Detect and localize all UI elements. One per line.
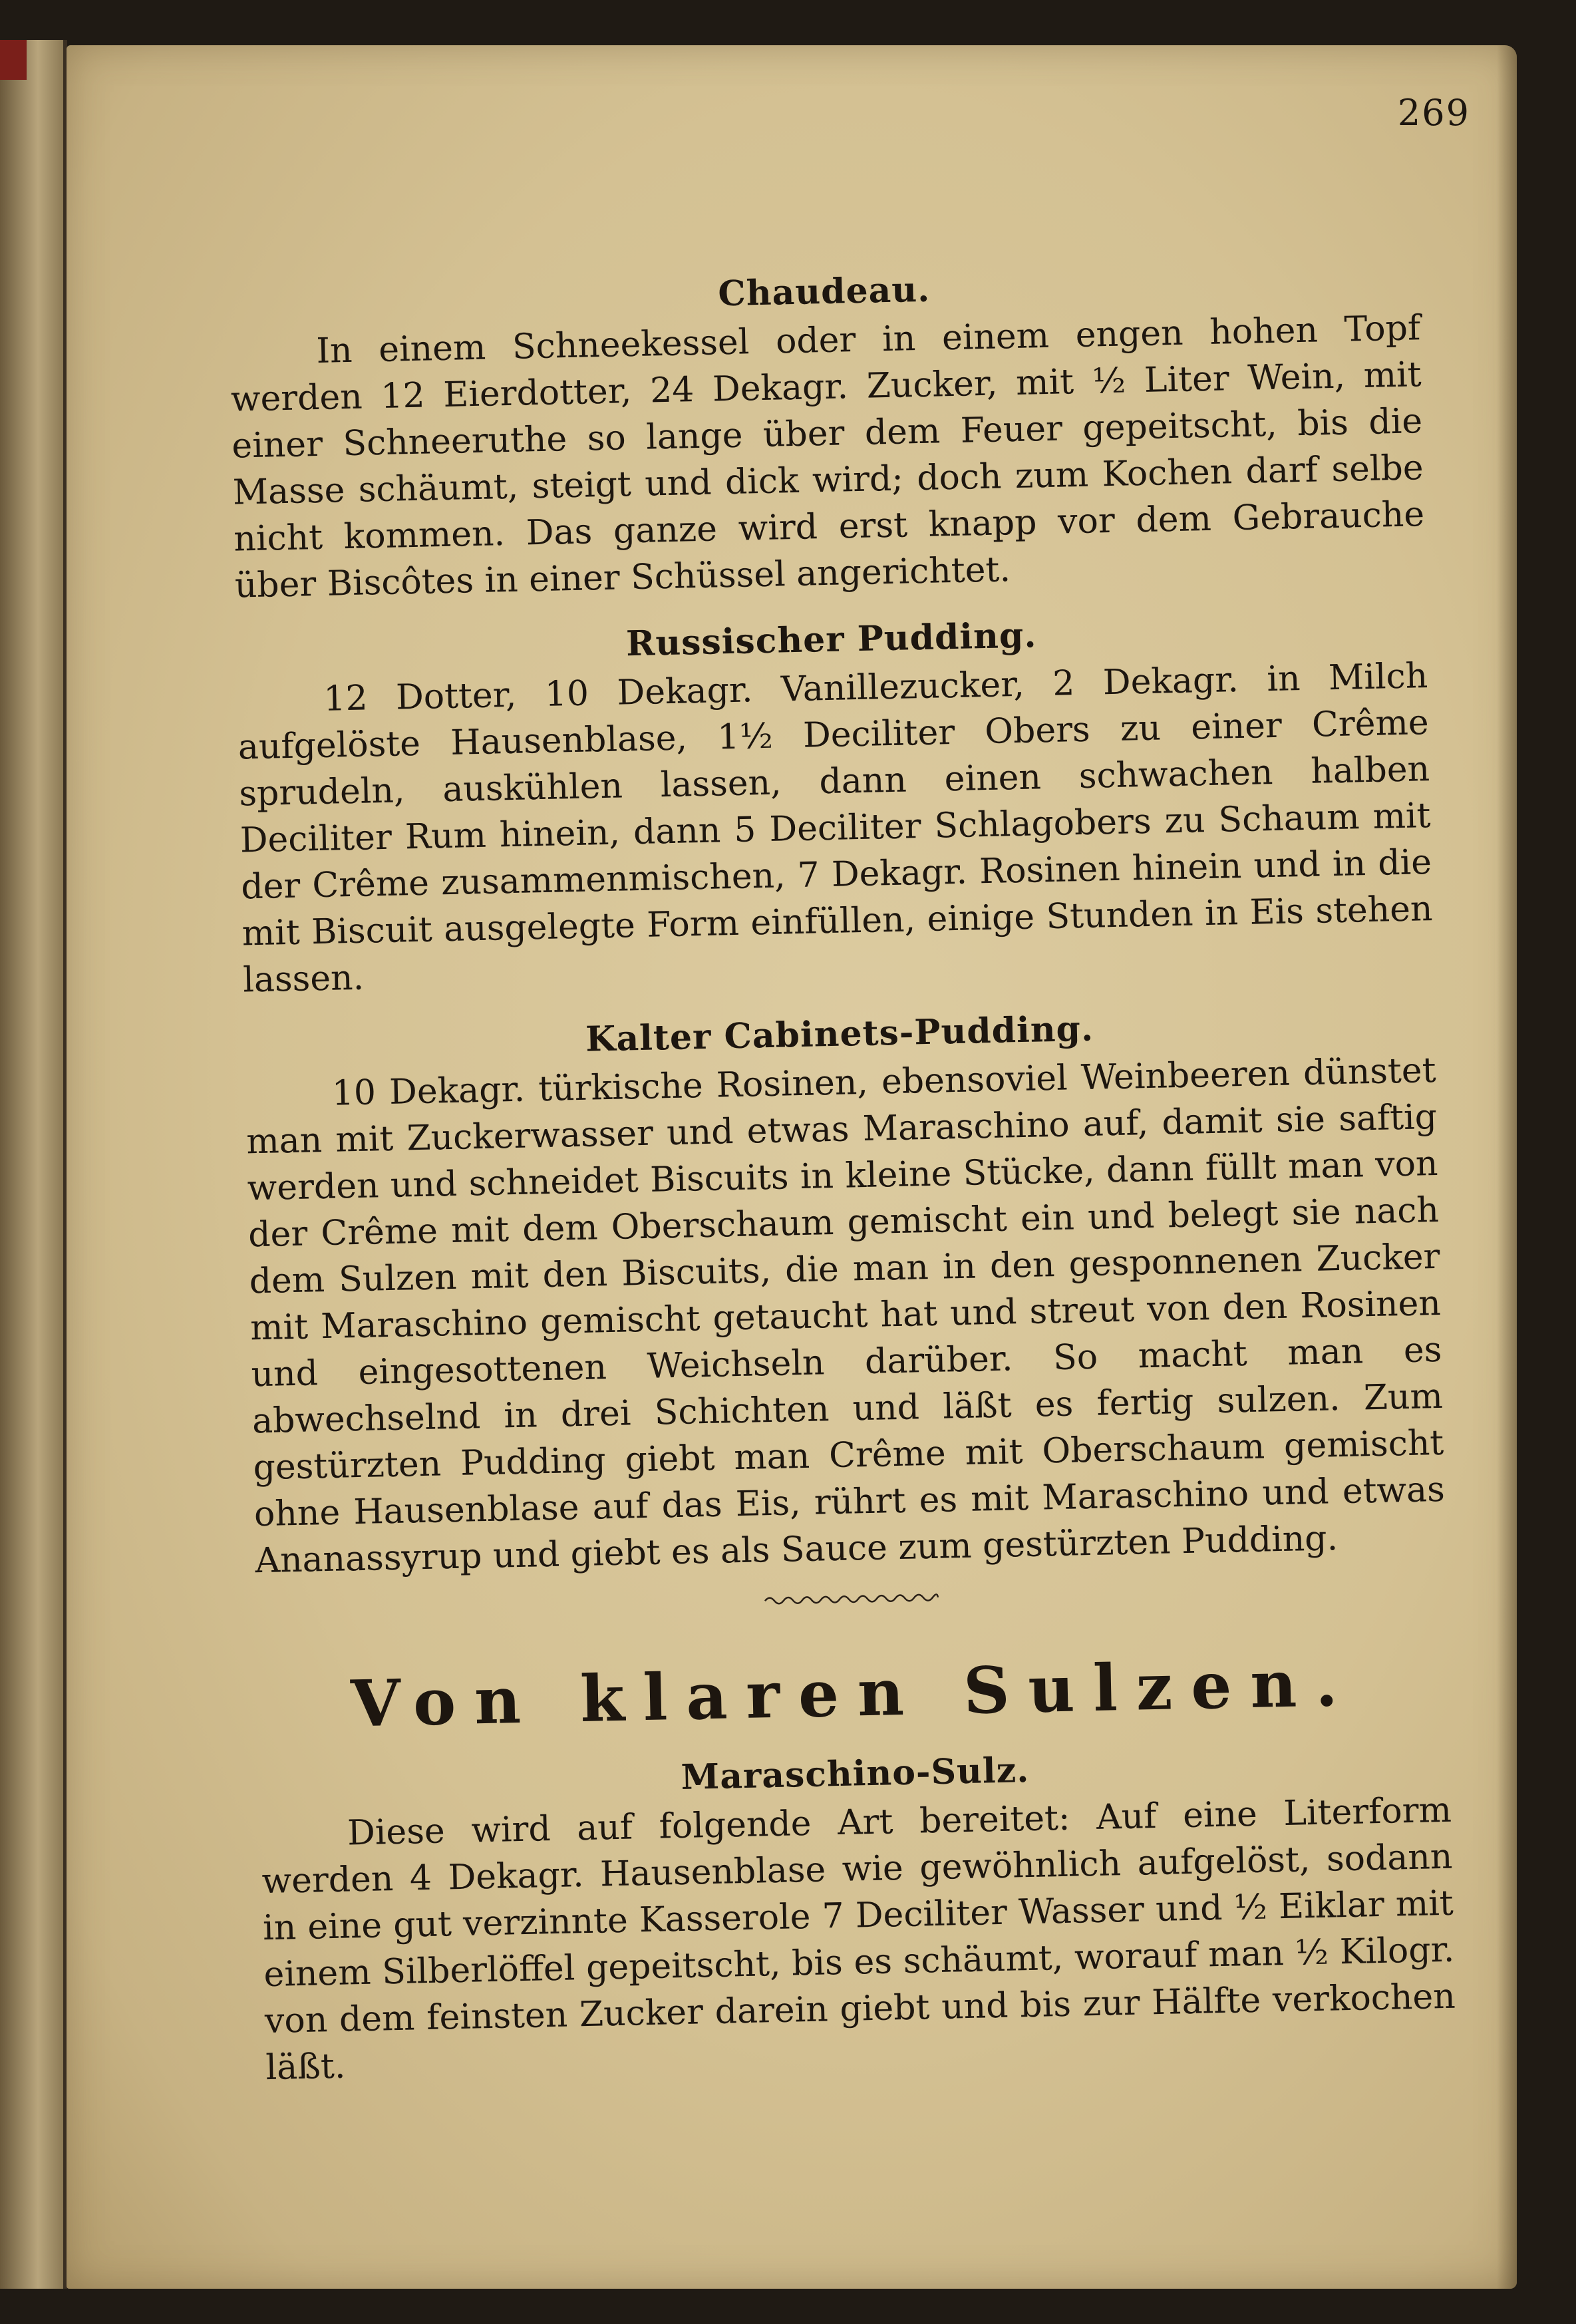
page-edge-shadow bbox=[1497, 45, 1517, 2289]
recipe-text-chaudeau: In einem Schneekessel oder in einem engen hohen Topf werden 12 Eierdotter, 24 Dekagr. Zucker, mit ½ Liter Wein, mit einer Schneeruthe so lange über dem Feuer gepeitscht, bis die Masse schäumt, steigt und dick wird; doch zum Kochen darf selbe nicht kommen. Das ganze wird erst knapp vor dem Gebrauche über Biscôtes in einer Schüssel angerichtet. bbox=[230, 308, 1425, 606]
recipe-title-cabinets-pudding: Kalter Cabinets-Pudding. bbox=[585, 1008, 1094, 1060]
book-page bbox=[67, 45, 1517, 2289]
chapter-title: Von klaren Sulzen. bbox=[350, 1645, 1357, 1742]
recipe-title-chaudeau: Chaudeau. bbox=[717, 269, 931, 315]
recipe-text-maraschino-sulz: Diese wird auf folgende Art bereitet: Auf eine Literform werden 4 Dekagr. Hausenblase wie gewöhnlich aufgelöst, sodann in eine gut verzinnte Kasserole 7 Deciliter Wasser und ½ Eiklar mit einem Silberlöffel gepeitscht, bis es schäumt, worauf man ½ Kilogr. von dem feinsten Zucker darein giebt und bis zur Hälfte verkochen läßt. bbox=[261, 1790, 1456, 2088]
wavy-divider-ornament bbox=[762, 1587, 942, 1611]
recipe-text-russischer-pudding: 12 Dotter, 10 Dekagr. Vanillezucker, 2 Dekagr. in Milch aufgelöste Hausenblase, 1½ Deciliter Obers zu einer Crême sprudeln, auskühlen lassen, dann einen schwachen halben Deciliter Rum hinein, dann 5 Deciliter Schlagobers zu Schaum mit der Crême zusammenmischen, 7 Dekagr. Rosinen hinein und in die mit Biscuit ausgelegte Form einfüllen, einige Stunden in Eis stehen lassen. bbox=[237, 656, 1434, 1001]
page-number: 269 bbox=[1397, 92, 1470, 134]
spine-ribbon bbox=[0, 40, 27, 80]
recipe-title-russischer-pudding: Russischer Pudding. bbox=[625, 615, 1037, 665]
page-content bbox=[226, 159, 1457, 2091]
recipe-text-cabinets-pudding: 10 Dekagr. türkische Rosinen, ebensoviel Weinbeeren dünstet man mit Zuckerwasser und etwas Maraschino auf, damit sie saftig werden und schneidet Biscuits in kleine Stücke, dann füllt man von der Crême mit dem Oberschaum gemischt ein und belegt sie nach dem Sulzen mit den Biscuits, die man in den gesponnenen Zucker mit Maraschino gemischt getaucht hat und streut von den Rosinen und eingesottenen Weichseln darüber. So macht man es abwechselnd in drei Schichten und läßt es fertig sulzen. Zum gestürzten Pudding giebt man Crême mit Oberschaum gemischt ohne Hausenblase auf das Eis, rührt es mit Maraschino und etwas Ananassyrup und giebt es als Sauce zum gestürzten Pudding. bbox=[245, 1050, 1446, 1581]
recipe-title-maraschino-sulz: Maraschino-Sulz. bbox=[681, 1749, 1030, 1798]
left-page-edge bbox=[0, 40, 67, 2289]
